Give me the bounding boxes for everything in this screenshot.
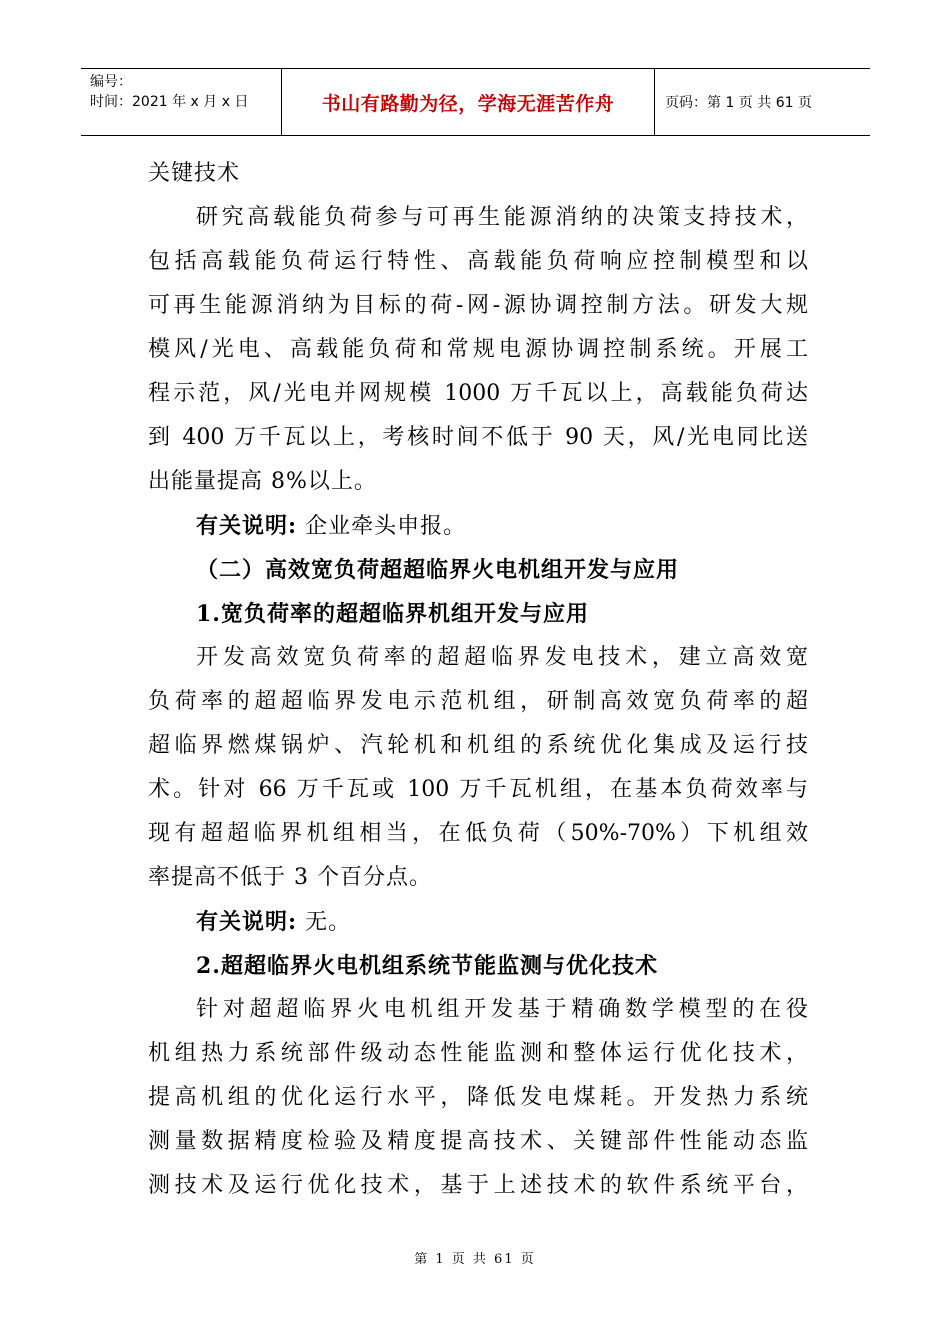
header-motto: 书山有路勤为径，学海无涯苦作舟 bbox=[281, 69, 655, 135]
subsection-title-1: 1.宽负荷率的超超临界机组开发与应用 bbox=[196, 601, 589, 627]
note-label: 有关说明: bbox=[196, 513, 298, 539]
section-heading: 关键技术 bbox=[148, 161, 241, 186]
text-line: 超临界燃煤锅炉、汽轮机和机组的系统优化集成及运行技 bbox=[148, 733, 808, 758]
section-title: （二）高效宽负荷超超临界火电机组开发与应用 bbox=[196, 557, 680, 583]
text-line: 包括高载能负荷运行特性、高载能负荷响应控制模型和以 bbox=[148, 249, 808, 274]
text-line: 到 400 万千瓦以上，考核时间不低于 90 天，风/光电同比送 bbox=[148, 425, 808, 450]
paragraph-2 bbox=[148, 636, 808, 900]
paragraph-3 bbox=[148, 988, 808, 1208]
text-line: 机组热力系统部件级动态性能监测和整体运行优化技术， bbox=[148, 1041, 808, 1066]
text-line: 可再生能源消纳为目标的荷-网-源协调控制方法。研发大规 bbox=[148, 293, 808, 318]
text-line: 出能量提高 8%以上。 bbox=[148, 469, 377, 494]
text-line: 测技术及运行优化技术，基于上述技术的软件系统平台， bbox=[148, 1173, 808, 1198]
note-1 bbox=[148, 504, 808, 548]
text-line: 程示范，风/光电并网规模 1000 万千瓦以上，高载能负荷达 bbox=[148, 381, 808, 406]
subsection-title-2: 2.超超临界火电机组系统节能监测与优化技术 bbox=[196, 953, 658, 979]
note-text: 无。 bbox=[297, 910, 352, 935]
text-line: 现有超超临界机组相当，在低负荷（50%-70%）下机组效 bbox=[148, 821, 808, 846]
text-line: 测量数据精度检验及精度提高技术、关键部件性能动态监 bbox=[148, 1129, 808, 1154]
note-text: 企业牵头申报。 bbox=[297, 514, 467, 539]
text-line: 研究高载能负荷参与可再生能源消纳的决策支持技术， bbox=[196, 205, 808, 230]
paragraph-1 bbox=[148, 196, 808, 504]
text-line: 提高机组的优化运行水平，降低发电煤耗。开发热力系统 bbox=[148, 1085, 808, 1110]
document-body bbox=[148, 152, 808, 1208]
text-line: 模风/光电、高载能负荷和常规电源协调控制系统。开展工 bbox=[148, 337, 808, 362]
page-footer: 第 1 页 共 61 页 bbox=[414, 1252, 536, 1267]
note-2 bbox=[148, 900, 808, 944]
header-number: 编号： bbox=[90, 74, 132, 90]
text-line: 开发高效宽负荷率的超超临界发电技术，建立高效宽 bbox=[196, 645, 808, 670]
header-meta bbox=[81, 69, 281, 135]
note-label: 有关说明: bbox=[196, 909, 298, 935]
page-header bbox=[81, 68, 870, 136]
text-line: 针对超超临界火电机组开发基于精确数学模型的在役 bbox=[196, 997, 808, 1022]
header-time: 时间：2021 年 x 月 x 日 bbox=[90, 94, 249, 110]
text-line: 率提高不低于 3 个百分点。 bbox=[148, 865, 432, 890]
header-page-info: 页码：第 1 页 共 61 页 bbox=[665, 95, 812, 111]
text-line: 术。针对 66 万千瓦或 100 万千瓦机组，在基本负荷效率与 bbox=[148, 777, 808, 802]
text-line: 负荷率的超超临界发电示范机组，研制高效宽负荷率的超 bbox=[148, 689, 808, 714]
